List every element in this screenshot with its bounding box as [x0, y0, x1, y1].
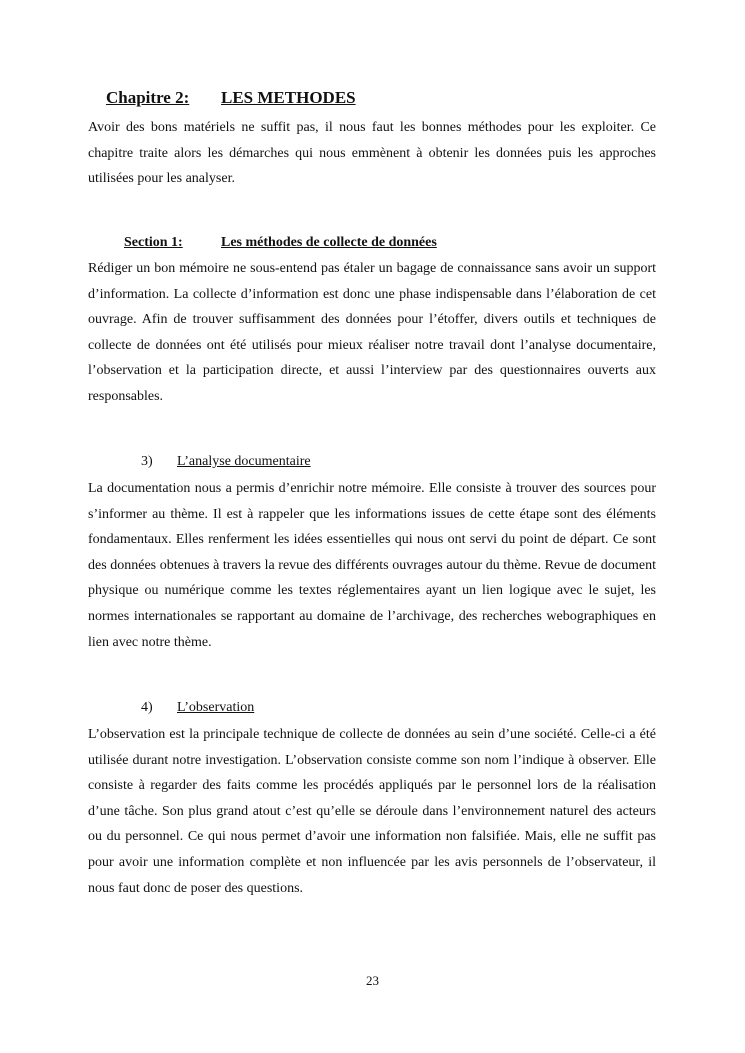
chapter-heading — [106, 88, 356, 108]
subsection-title: L’analyse documentaire — [177, 454, 311, 469]
subsection-paragraph: La documentation nous a permis d’enrichir notre mémoire. Elle consiste à trouver des sources pour s’informer au thème. Il est à rappeler que les informations issues de cette étape sont des éléments fondamentaux. Elles renferment les idées essentielles qui nous ont servi du point de départ. Ce sont des données obtenues à travers la revue des différents ouvrages autour du thème. Revue de document physique ou numérique comme les textes réglementaires ayant un lien logique avec le sujet, les normes internationales se rapportant au domaine de l’archivage, des recherches webographiques en lien avec notre thème. — [88, 481, 656, 650]
chapter-intro-paragraph: Avoir des bons matériels ne suffit pas, il nous faut les bonnes méthodes pour les exploiter. Ce chapitre traite alors les démarches qui nous emmènent à obtenir les données puis les approches utilisées pour les analyser. — [88, 120, 656, 187]
section-heading — [124, 235, 437, 251]
subsection-number: 4) — [141, 700, 153, 715]
subsection-paragraph: L’observation est la principale technique de collecte de données au sein d’une société. Celle-ci a été utilisée durant notre investigation. L’observation consiste comme son nom l’indique à observer. Elle consiste à regarder des faits comme les procédés appliqués par le personnel lors de la réalisation d’une tâche. Son plus grand atout c’est qu’elle se déroule dans l’environnement naturel des acteurs ou du personnel. Ce qui nous permet d’avoir une information non falsifiée. Mais, elle ne suffit pas pour avoir une information complète et non influencée par les avis personnels de l’observateur, il nous faut donc de poser des questions. — [88, 727, 656, 896]
section-intro-paragraph: Rédiger un bon mémoire ne sous-entend pas étaler un bagage de connaissance sans avoir un support d’information. La collecte d’information est donc une phase indispensable dans l’élaboration de cet ouvrage. Afin de trouver suffisamment des données pour l’étoffer, divers outils et techniques de collecte de données ont été utilisés pour mieux réaliser notre travail dont l’analyse documentaire, l’observation et la participation directe, et aussi l’interview par des questionnaires ouverts aux responsables. — [88, 261, 656, 404]
subsection-heading-documentary-analysis — [141, 454, 311, 470]
subsection-number: 3) — [141, 454, 153, 469]
subsection-body-observation — [88, 722, 656, 901]
section-label: Section 1: — [124, 235, 183, 250]
subsection-body-documentary-analysis — [88, 476, 656, 655]
section-intro-block — [88, 256, 656, 410]
subsection-heading-observation — [141, 700, 254, 716]
subsection-title: L’observation — [177, 700, 255, 715]
page-number: 23 — [366, 973, 379, 988]
chapter-title: LES METHODES — [221, 88, 356, 107]
section-title: Les méthodes de collecte de données — [221, 235, 437, 250]
chapter-intro-block — [88, 115, 656, 192]
chapter-label: Chapitre 2: — [106, 88, 190, 107]
